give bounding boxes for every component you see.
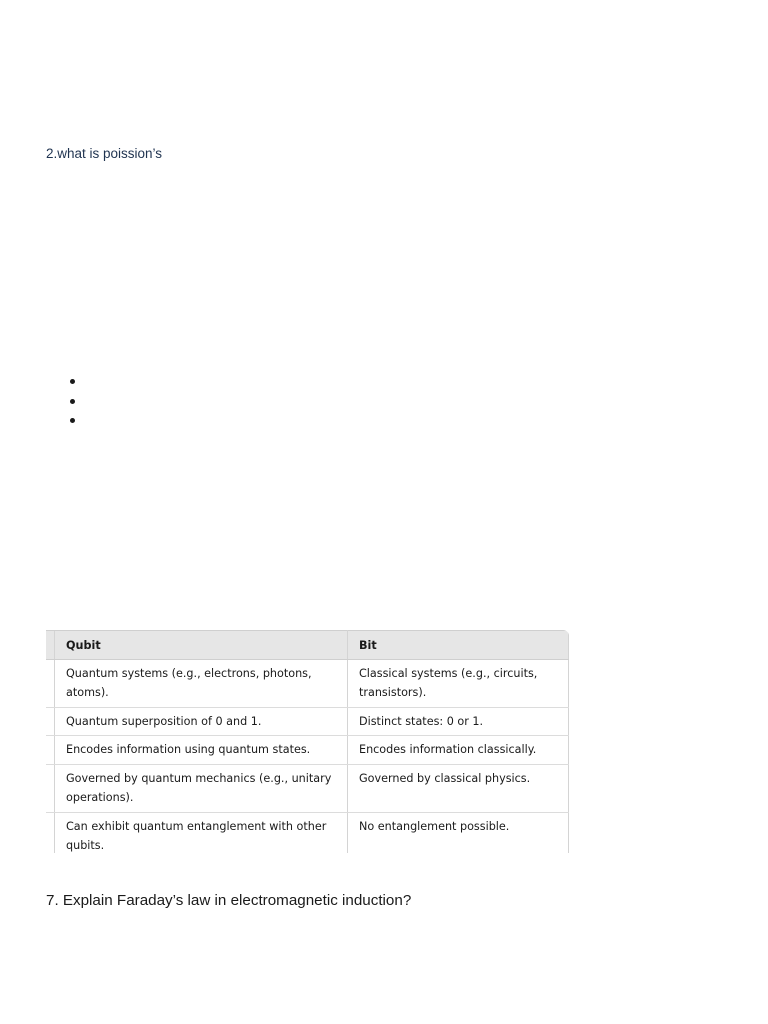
table-cell: Distinct states: 0 or 1. xyxy=(348,707,569,736)
table-row xyxy=(46,707,569,736)
table-header-row xyxy=(46,631,569,660)
row-gutter xyxy=(46,659,55,707)
row-gutter xyxy=(46,631,55,660)
table-cell: No entanglement possible. xyxy=(348,812,569,853)
row-gutter xyxy=(46,764,55,812)
qubit-bit-comparison-table xyxy=(46,630,569,853)
table-row xyxy=(46,764,569,812)
table-cell: Encodes information using quantum states. xyxy=(55,736,348,765)
table-cell: Governed by quantum mechanics (e.g., unitary operations). xyxy=(55,764,348,812)
header-bit: Bit xyxy=(348,631,569,660)
table-cell: Can exhibit quantum entanglement with other qubits. xyxy=(55,812,348,853)
table-cell: Quantum superposition of 0 and 1. xyxy=(55,707,348,736)
question-2: 2.what is poission’s xyxy=(46,146,163,161)
table-cell: Classical systems (e.g., circuits, transistors). xyxy=(348,659,569,707)
row-gutter xyxy=(46,736,55,765)
table-row xyxy=(46,659,569,707)
table-cell: Governed by classical physics. xyxy=(348,764,569,812)
table-row xyxy=(46,736,569,765)
row-gutter xyxy=(46,707,55,736)
header-qubit: Qubit xyxy=(55,631,348,660)
table-cell: Quantum systems (e.g., electrons, photons, atoms). xyxy=(55,659,348,707)
question-7: 7. Explain Faraday’s law in electromagnetic induction? xyxy=(46,892,412,909)
table-cell: Encodes information classically. xyxy=(348,736,569,765)
table-row xyxy=(46,812,569,853)
row-gutter xyxy=(46,812,55,853)
